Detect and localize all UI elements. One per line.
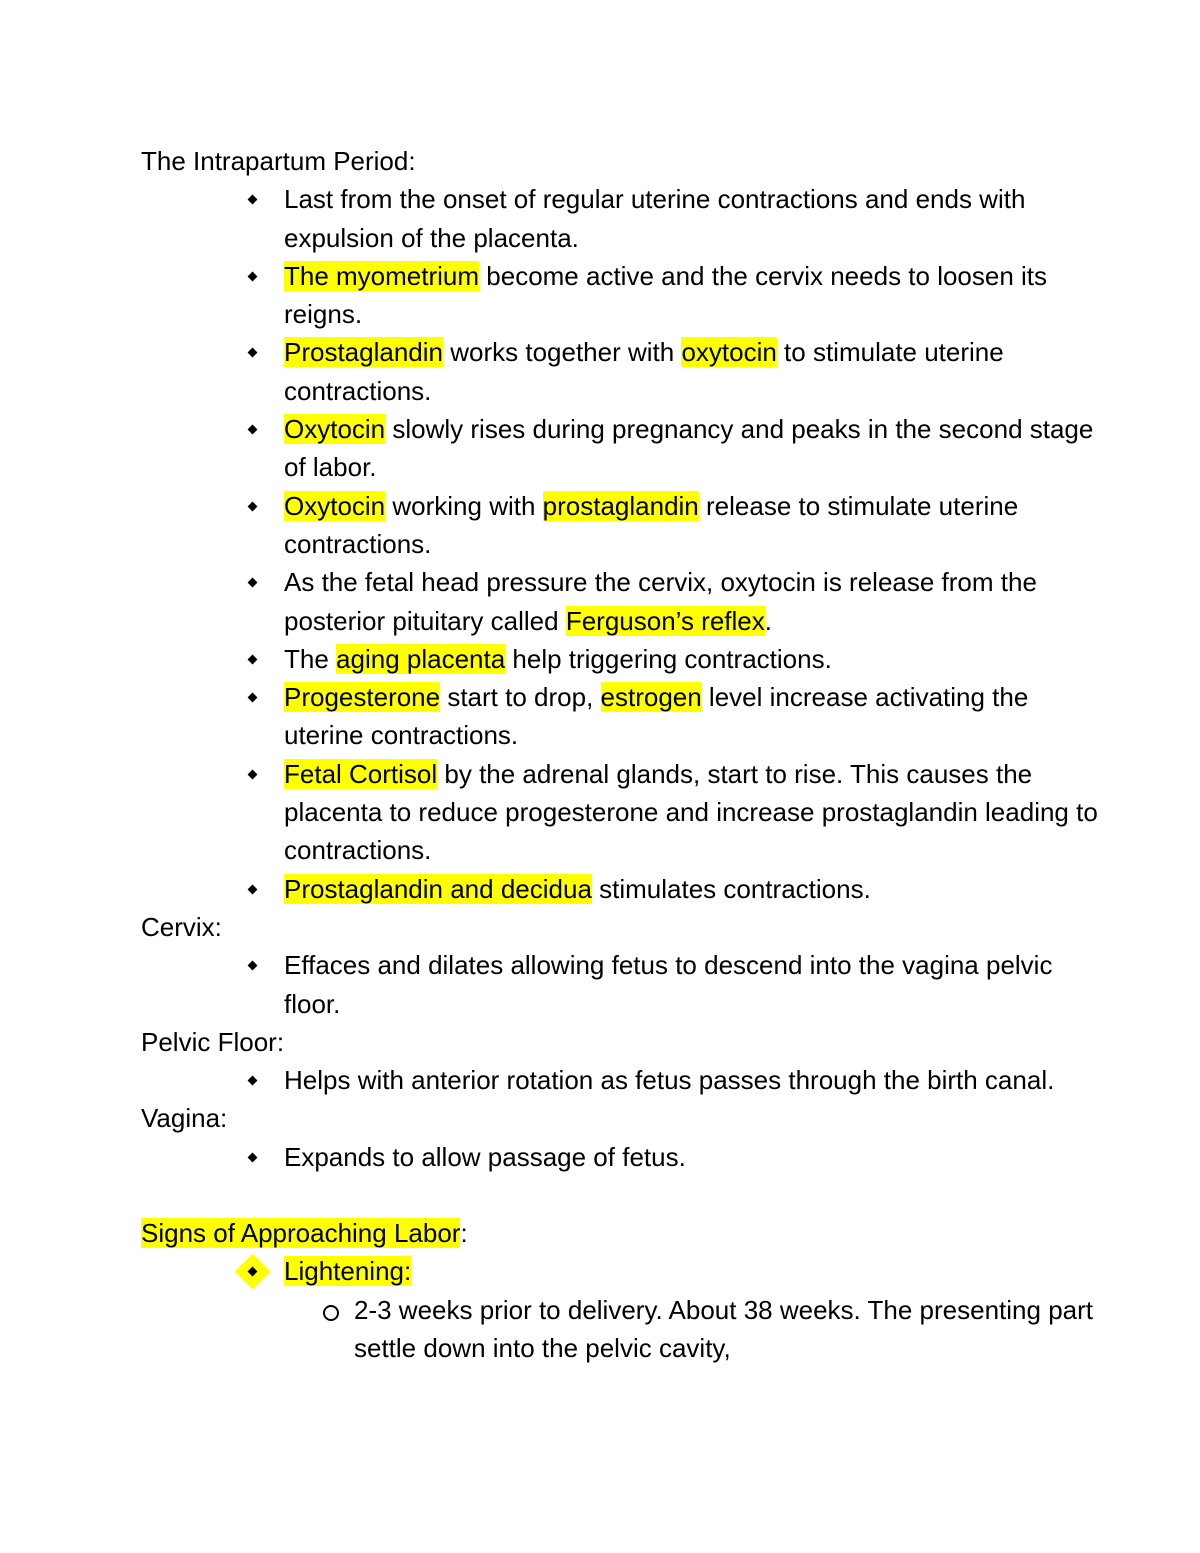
bullet-item (141, 563, 1101, 640)
text-run: The Intrapartum Period: (141, 146, 416, 176)
section-heading (141, 1214, 1101, 1252)
bullet-item (141, 1138, 1101, 1176)
text-run: 2-3 weeks prior to delivery. About 38 weeks. The presenting part settle down into the pelvic cavity, (354, 1294, 1093, 1363)
text-run: works together with (443, 337, 682, 368)
bullet-list (141, 1252, 1101, 1367)
text-run: by the adrenal glands, start to rise. This causes the placenta to reduce progesterone and increase prostaglandin leading to contractions. (284, 758, 1098, 866)
section-heading (141, 908, 1101, 946)
highlighted-text: Prostaglandin and decidua (284, 873, 592, 904)
bullet-item (141, 870, 1101, 908)
sub-bullet-item (141, 1291, 1101, 1368)
bullet-list (141, 1138, 1101, 1176)
bullet-item (141, 946, 1101, 1023)
bullet-list (141, 1061, 1101, 1099)
highlighted-text: Signs of Approaching Labor (141, 1218, 461, 1249)
section-heading (141, 1023, 1101, 1061)
text-run: working with (385, 490, 543, 521)
bullet-item (141, 640, 1101, 678)
text-run: help triggering contractions. (505, 643, 832, 674)
highlighted-text: oxytocin (681, 337, 777, 368)
highlighted-text: Fetal Cortisol (284, 758, 438, 789)
text-run: to stimulate uterine contractions. (284, 337, 1004, 406)
text-run: : (460, 1218, 468, 1249)
text-run: Helps with anterior rotation as fetus passes through the birth canal. (284, 1065, 1055, 1096)
bullet-list (141, 946, 1101, 1023)
text-run: Pelvic Floor: (141, 1026, 285, 1057)
bullet-item (141, 487, 1101, 564)
bullet-item (141, 755, 1101, 870)
highlighted-text: Ferguson’s reflex (565, 605, 765, 636)
bullet-item (141, 257, 1101, 334)
text-run: Expands to allow passage of fetus. (284, 1141, 686, 1172)
highlighted-text: aging placenta (336, 643, 506, 674)
text-run: stimulates contractions. (591, 873, 871, 904)
bullet-list (141, 180, 1101, 908)
text-run: become active and the cervix needs to loosen its reigns. (284, 260, 1048, 330)
highlighted-text: Oxytocin (284, 490, 386, 521)
bullet-item (141, 1061, 1101, 1099)
highlighted-text: The myometrium (284, 260, 480, 291)
text-run: Cervix: (141, 911, 222, 942)
text-run: start to drop, (440, 682, 601, 713)
bullet-item (141, 678, 1101, 755)
highlighted-text: Lightening: (284, 1256, 412, 1287)
text-run: level increase activating the uterine contractions. (284, 682, 1029, 751)
highlighted-text: Prostaglandin (284, 337, 443, 368)
paragraph-spacer (141, 1176, 1101, 1214)
text-run: As the fetal head pressure the cervix, oxytocin is release from the posterior pituitary called (284, 567, 1037, 636)
bullet-item (141, 410, 1101, 487)
text-run: Effaces and dilates allowing fetus to descend into the vagina pelvic floor. (284, 950, 1053, 1019)
bullet-item (141, 1252, 1101, 1290)
bullet-item (141, 180, 1101, 257)
text-run: release to stimulate uterine contractions. (284, 490, 1019, 559)
text-run: Last from the onset of regular uterine contractions and ends with expulsion of the placenta. (284, 184, 1026, 253)
bullet-item (141, 333, 1101, 410)
highlighted-text: estrogen (600, 682, 702, 713)
section-heading (141, 142, 1101, 180)
text-run: The (284, 643, 337, 674)
text-run: slowly rises during pregnancy and peaks in the second stage of labor. (284, 414, 1094, 483)
highlighted-text: Progesterone (284, 682, 441, 713)
highlighted-text: prostaglandin (542, 490, 699, 521)
section-heading (141, 1099, 1101, 1137)
document-page (141, 142, 1101, 1367)
highlighted-text: Oxytocin (284, 414, 386, 445)
text-run: . (764, 605, 772, 636)
text-run: Vagina: (141, 1103, 228, 1134)
